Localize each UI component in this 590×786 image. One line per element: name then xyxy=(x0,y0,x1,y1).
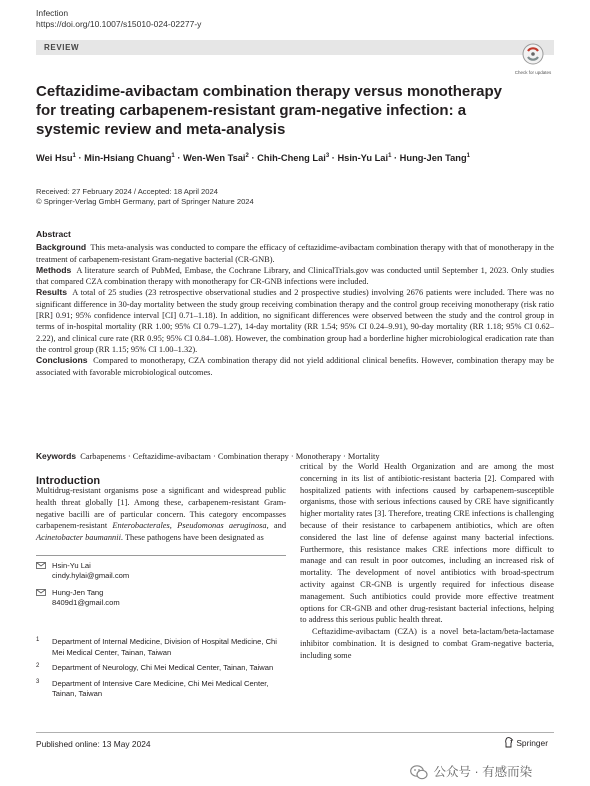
intro-text-end: . These pathogens have been designated as xyxy=(120,533,264,543)
keywords-label: Keywords xyxy=(36,451,77,461)
affiliation-text: Department of Intensive Care Medicine, Chi Mei Medical Center, Tainan, Taiwan xyxy=(52,678,269,698)
check-for-updates-icon xyxy=(522,43,544,65)
watermark-text: 公众号 · 有感而染 xyxy=(433,765,533,779)
check-for-updates-text: Check for updates xyxy=(514,70,552,75)
received-accepted-dates: Received: 27 February 2024 / Accepted: 18 April 2024 xyxy=(36,187,218,196)
publisher-logo xyxy=(504,737,548,748)
author-affiliation-ref[interactable]: 1 xyxy=(171,153,175,159)
results-label: Results xyxy=(36,287,68,298)
intro-text: Multidrug-resistant organisms pose a significant and widespread public health threat globally [1]. Among these, carbapenem-resistant Gram-negative bacilli are of particular concern. This category encompasses carbapenem-resistant xyxy=(36,486,286,531)
affiliation-number: 2 xyxy=(36,663,40,669)
affiliation-text: Department of Internal Medicine, Division of Hospital Medicine, Chi Mei Medical Center, Tainan, Taiwan xyxy=(52,637,277,657)
check-for-updates-badge[interactable] xyxy=(514,43,552,77)
journal-name: Infection xyxy=(36,8,69,18)
corresponding-authors xyxy=(36,561,286,615)
keywords xyxy=(36,451,554,461)
affiliation xyxy=(36,663,286,674)
author-name[interactable]: Wei Hsu xyxy=(36,153,73,163)
author-separator: · xyxy=(174,153,184,163)
background-label: Background xyxy=(36,242,87,253)
introduction-right-column xyxy=(300,461,554,662)
abstract-heading: Abstract xyxy=(36,229,71,239)
author-affiliation-ref[interactable]: 1 xyxy=(388,153,392,159)
affiliation-number: 3 xyxy=(36,678,40,685)
article-type-bar xyxy=(36,40,554,55)
background-text: This meta-analysis was conducted to compare the efficacy of ceftazidime-avibactam combination therapy with that of monotherapy in the treatment of carbapenem-resistant Gram-negative bacterial (CR-GNB). xyxy=(36,243,554,264)
footer-divider xyxy=(36,732,554,733)
corresponding-author xyxy=(36,561,286,581)
affiliation xyxy=(36,679,286,700)
contact-name: Hsin-Yu Lai xyxy=(52,561,91,570)
article-type-label: REVIEW xyxy=(44,43,80,52)
envelope-icon[interactable] xyxy=(36,562,46,569)
intro-genus-2: Pseudomonas aeruginosa xyxy=(177,521,267,531)
keywords-text: Carbapenems · Ceftazidime-avibactam · Combination therapy · Monotherapy · Mortality xyxy=(80,452,380,461)
author-separator: · xyxy=(75,153,85,163)
contact-email[interactable]: 8409d1@gmail.com xyxy=(52,598,120,607)
intro-separator: , and xyxy=(266,521,287,531)
copyright-notice: © Springer-Verlag GmbH Germany, part of Springer Nature 2024 xyxy=(36,197,254,206)
intro-genus-1: Enterobacterales xyxy=(112,521,170,531)
wechat-icon xyxy=(410,765,428,780)
abstract-background xyxy=(36,242,554,265)
contact-email[interactable]: cindy.hylai@gmail.com xyxy=(52,571,130,580)
conclusions-text: Compared to monotherapy, CZA combination therapy did not yield additional clinical benefits. However, combination therapy may be associated with favorable microbiological outcomes. xyxy=(36,356,554,377)
author-name[interactable]: Chih-Cheng Lai xyxy=(257,153,326,163)
results-text: A total of 25 studies (23 retrospective observational studies and 2 prospective studies) involving 2676 patients were included. There was no significant difference in 30-day mortality between the study group receiving combination therapy and the control group receiving monotherapy (risk ratio [RR] 0.91; 95% confidence interval [CI] 0.71–1.18). In addition, no significant differences were observed between the study and the control group in terms of in-hospital mortality (RR 1.00; 95% CI 0.79–1.27), 14-day mortality (RR 1.54; 95% CI 0.24–9.91), 90-day mortality (RR 1.18; 95% CI 0.62–2.22), and clinical cure rate (RR 0.95; 95% CI 0.84–1.08). However, the combination group had a borderline higher microbiological eradication rate than the control group (RR 1.15; 95% CI 1.00–1.32). xyxy=(36,288,554,354)
author-name[interactable]: Hung-Jen Tang xyxy=(399,153,467,163)
conclusions-label: Conclusions xyxy=(36,355,88,366)
corresponding-author xyxy=(36,588,286,608)
intro-genus-3: Acinetobacter baumannii xyxy=(36,533,121,543)
envelope-icon[interactable] xyxy=(36,589,46,596)
abstract-methods xyxy=(36,265,554,288)
abstract-results xyxy=(36,287,554,355)
author-affiliation-ref[interactable]: 1 xyxy=(72,153,76,159)
author-separator: · xyxy=(391,153,400,163)
author-name[interactable]: Hsin-Yu Lai xyxy=(337,153,389,163)
author-affiliation-ref[interactable]: 1 xyxy=(466,153,470,159)
author-name[interactable]: Wen-Wen Tsai xyxy=(183,153,246,163)
introduction-paragraph: Ceftazidime-avibactam (CZA) is a novel beta-lactam/beta-lactamase inhibitor combination. It is designed to combat Gram-negative bacteria, including some xyxy=(300,627,554,660)
publisher-name: Springer xyxy=(516,738,548,748)
abstract xyxy=(36,229,554,378)
affiliation xyxy=(36,637,286,658)
footnote-divider xyxy=(36,555,286,556)
introduction-paragraph: critical by the World Health Organization and are among the most concerning in its list of antibiotic-resistant bacteria [2]. Compared with hospitalized patients with infections caused by carbapenem-susceptible organisms, those with serious infections caused by CRE have significantly higher mortality rates [3]. Therefore, treating CRE infections is challenging because of their resistance to carbapenem antibiotics, which are often considered the last line of defense against many bacterial infections. Furthermore, this resistance makes CRE infections more difficult to manage and can result in poor outcomes, including an increased risk of mortality. The development of novel antibiotics with broad-spectrum activity against CR-GNB is urgently required for infectious disease management. Such antibiotics could provide more effective treatment options for CR-GNB and other drug-resistant bacterial infections, helping to address this serious public health threat. xyxy=(300,462,554,625)
springer-horse-icon xyxy=(504,737,514,748)
affiliation-text: Department of Neurology, Chi Mei Medical Center, Tainan, Taiwan xyxy=(52,663,274,672)
methods-label: Methods xyxy=(36,264,72,275)
wechat-watermark xyxy=(410,762,532,780)
introduction-left-paragraph xyxy=(36,485,286,544)
methods-text: A literature search of PubMed, Embase, the Cochrane Library, and ClinicalTrials.gov was conducted until September 1, 2023. Only studies that compared CZA combination therapy with monotherapy for CR-GNB infections were included. xyxy=(36,265,554,287)
doi-link[interactable]: https://doi.org/10.1007/s15010-024-02277-y xyxy=(36,19,202,29)
introduction-heading: Introduction xyxy=(36,475,101,487)
abstract-conclusions xyxy=(36,355,554,378)
author-affiliation-ref[interactable]: 3 xyxy=(325,153,330,159)
author-list xyxy=(36,153,470,163)
contact-name: Hung-Jen Tang xyxy=(52,588,104,597)
author-affiliation-ref[interactable]: 2 xyxy=(245,153,249,159)
article-title: Ceftazidime-avibactam combination therapy versus monotherapy for treating carbapenem-resistant gram-negative infection: a systemic review and meta-analysis xyxy=(36,83,502,138)
intro-separator: , xyxy=(169,521,172,531)
author-separator: · xyxy=(248,153,258,163)
affiliation-number: 1 xyxy=(36,637,40,643)
author-separator: · xyxy=(329,153,338,163)
published-online: Published online: 13 May 2024 xyxy=(36,739,151,749)
author-name[interactable]: Min-Hsiang Chuang xyxy=(84,153,172,163)
affiliations xyxy=(36,637,286,705)
